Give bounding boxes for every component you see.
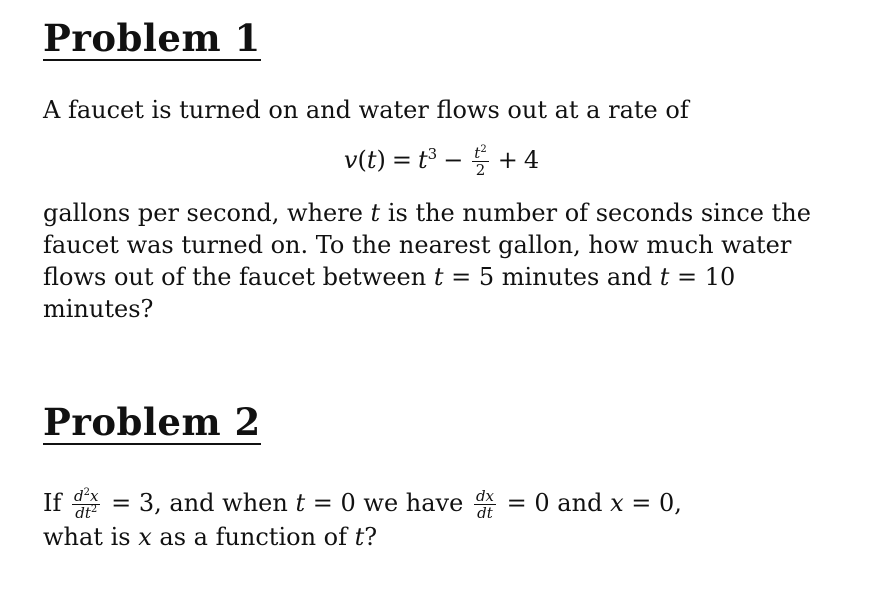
p2-line2-part1: what is bbox=[43, 523, 139, 551]
p2-equals: = bbox=[506, 489, 527, 517]
p2-line2-var-x: x bbox=[138, 523, 152, 551]
eq-frac-num-exp: 2 bbox=[480, 144, 487, 155]
eq-frac-denominator: 2 bbox=[475, 161, 486, 179]
deriv-dt: dt bbox=[75, 504, 91, 522]
eq-equals: = bbox=[391, 146, 412, 174]
eq-var-t: t bbox=[366, 146, 377, 174]
eq-constant: 4 bbox=[523, 146, 540, 174]
p2-zero-we-have: 0 we have bbox=[340, 489, 464, 517]
rate-equation: $v(t) = t^3$ − $\frac{t^2}{2}$ + 4 bbox=[343, 144, 540, 179]
eq-fraction bbox=[472, 145, 488, 178]
p2-zero-and: 0 and bbox=[534, 489, 603, 517]
problem-1-body bbox=[43, 197, 843, 325]
problem-1-intro: A faucet is turned on and water flows out at a rate of bbox=[43, 96, 689, 124]
p2-var-t: t bbox=[295, 489, 306, 517]
p2-equals: = bbox=[111, 489, 132, 517]
eq-term1-exp: 3 bbox=[427, 145, 438, 163]
p2-zero-end: 0, bbox=[659, 489, 682, 517]
eq-frac-num-base: t bbox=[474, 144, 481, 162]
second-derivative-numerator bbox=[72, 488, 100, 505]
p2-three-and-when: 3, and when bbox=[138, 489, 288, 517]
problem-1-title: Problem 1 bbox=[43, 16, 261, 60]
p2-equals: = bbox=[312, 489, 333, 517]
first-derivative-fraction bbox=[474, 488, 496, 521]
p2-line2-var-t: t bbox=[354, 523, 365, 551]
eq-plus: + bbox=[497, 146, 518, 174]
second-derivative-denominator bbox=[72, 505, 100, 521]
p2-line2-end: ? bbox=[364, 523, 378, 551]
p1-var-t: t bbox=[370, 199, 381, 227]
eq-minus: − bbox=[443, 146, 464, 174]
p2-if: If bbox=[43, 489, 62, 517]
p1-body-part2: is the number of seconds since the faucet was turned on. To the nearest gallon, how much water flows out of the faucet between bbox=[43, 199, 811, 291]
first-derivative-denominator: dt bbox=[477, 504, 493, 522]
problem-2-body bbox=[43, 487, 843, 553]
p1-var-t: t bbox=[659, 263, 670, 291]
p2-equals: = bbox=[631, 489, 652, 517]
deriv-x: x bbox=[90, 487, 99, 505]
p1-var-t: t bbox=[433, 263, 444, 291]
problem-2-title: Problem 2 bbox=[43, 400, 261, 444]
p1-equals: = bbox=[451, 263, 472, 291]
p1-body-part1: gallons per second, where bbox=[43, 199, 371, 227]
p1-body-part3: 5 minutes and bbox=[478, 263, 660, 291]
first-derivative-numerator: dx bbox=[475, 487, 495, 505]
eq-func-v: v bbox=[343, 146, 358, 174]
eq-term1-base: t bbox=[417, 146, 428, 174]
p2-var-x: x bbox=[610, 489, 624, 517]
second-derivative-fraction bbox=[72, 488, 100, 521]
p1-body-part4: 10 minutes? bbox=[43, 263, 736, 323]
deriv-d: d bbox=[74, 487, 84, 505]
eq-frac-numerator bbox=[472, 145, 488, 162]
p2-line2-part2: as a function of bbox=[151, 523, 355, 551]
deriv-exp: 2 bbox=[83, 487, 90, 498]
p1-equals: = bbox=[676, 263, 698, 291]
deriv-den-exp: 2 bbox=[90, 504, 98, 515]
